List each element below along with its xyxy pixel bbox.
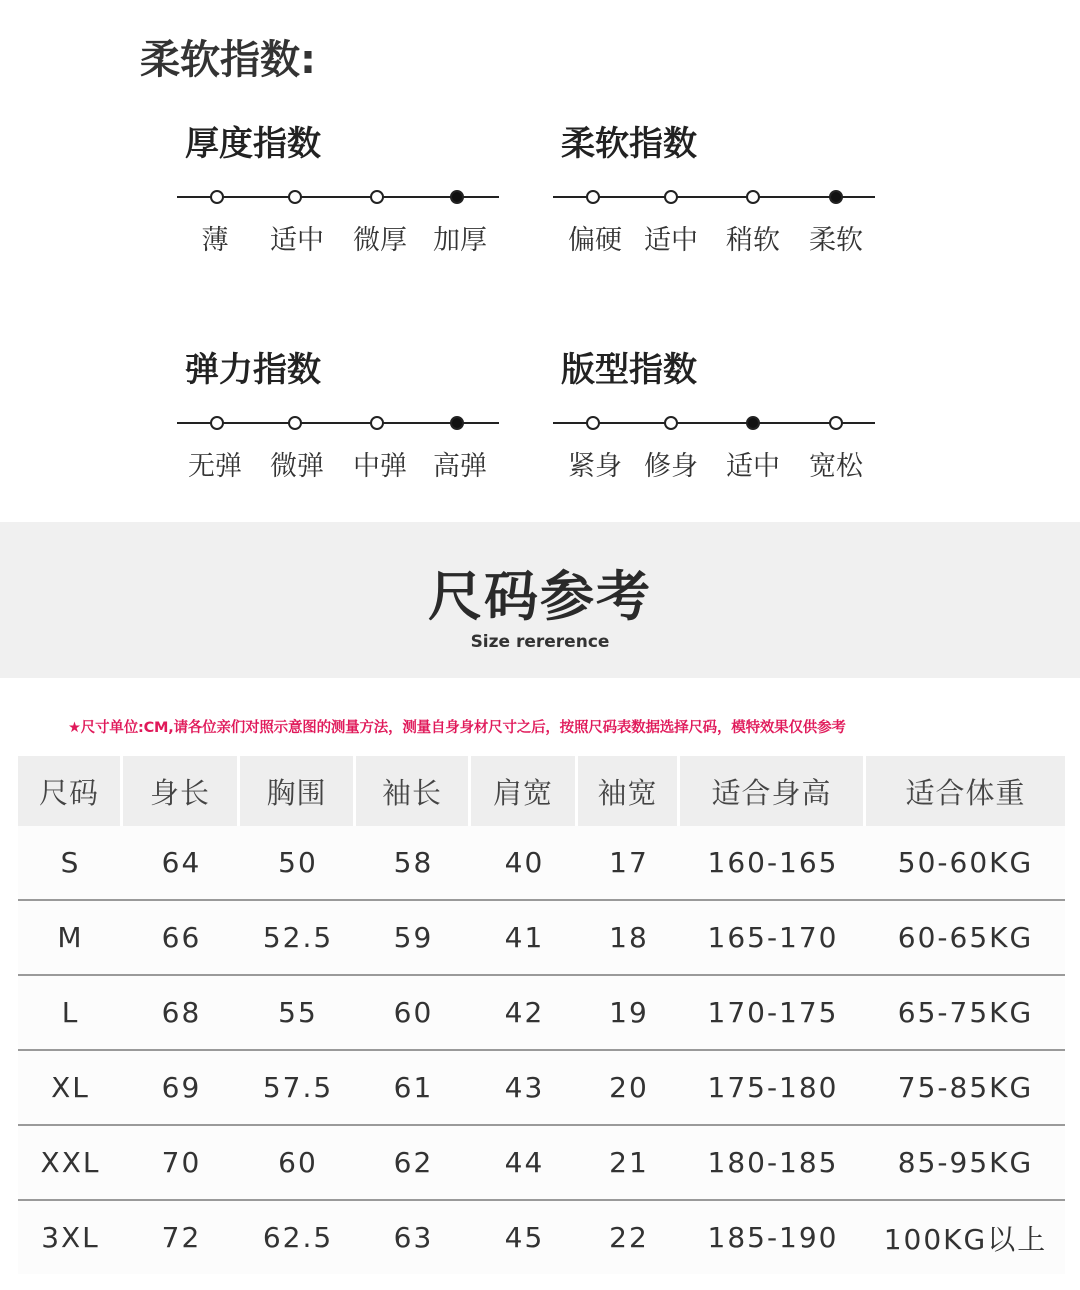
table-cell: 160-165 (707, 846, 839, 879)
scale-option-label: 无弹 (188, 451, 242, 482)
scale-option-label: 宽松 (809, 451, 863, 482)
table-cell: XXL (40, 1146, 101, 1179)
size-note: ★尺寸单位:CM,请各位亲们对照示意图的测量方法，测量自身身材尺寸之后，按照尺码表数据选择尺码，模特效果仅供参考 (68, 720, 846, 736)
size-reference-header (0, 522, 1080, 678)
table-cell: 60-65KG (897, 921, 1034, 954)
scale-option-label: 适中 (644, 225, 698, 256)
table-header-row (18, 756, 1065, 826)
scale-dot-selected (746, 416, 760, 430)
table-cell: 21 (609, 1146, 649, 1179)
scale-dot (586, 190, 600, 204)
table-cell: 165-170 (707, 921, 839, 954)
size-table (18, 756, 1065, 1274)
scale-dot-selected (450, 416, 464, 430)
table-cell: L (61, 996, 80, 1029)
table-cell: 22 (609, 1221, 649, 1254)
table-cell: 3XL (41, 1221, 100, 1254)
table-header-cell: 袖长 (356, 756, 471, 826)
table-cell: 59 (393, 921, 434, 954)
table-cell: 19 (609, 996, 649, 1029)
table-cell: 58 (393, 846, 434, 879)
scale-labels (553, 218, 893, 258)
table-cell: 57.5 (262, 1071, 334, 1104)
size-reference-subtitle: Size rererence (470, 632, 610, 652)
scale-dot (288, 416, 302, 430)
scale-dot (746, 190, 760, 204)
scale-option-label: 适中 (270, 225, 324, 256)
scale-labels (177, 218, 517, 258)
table-row (18, 1051, 1065, 1126)
scale-option-label: 微厚 (353, 225, 407, 256)
scale-option-label: 微弹 (270, 451, 324, 482)
table-cell: 50-60KG (897, 846, 1034, 879)
scale-option-label: 柔软 (809, 225, 863, 256)
table-header-cell: 袖宽 (578, 756, 680, 826)
scale-option-label: 偏硬 (568, 225, 622, 256)
scale-dot (370, 416, 384, 430)
table-header-cell: 尺码 (18, 756, 123, 826)
index-scale (553, 414, 875, 432)
table-cell: M (57, 921, 84, 954)
table-cell: 42 (504, 996, 545, 1029)
table-row (18, 901, 1065, 976)
scale-option-label: 稍软 (726, 225, 780, 256)
size-reference-title: 尺码参考 (428, 565, 652, 628)
table-cell: 65-75KG (897, 996, 1034, 1029)
table-cell: 43 (504, 1071, 545, 1104)
table-cell: 62 (393, 1146, 434, 1179)
scale-line (553, 196, 875, 198)
table-cell: 68 (161, 996, 202, 1029)
scale-line (553, 422, 875, 424)
scale-option-label: 紧身 (568, 451, 622, 482)
scale-option-label: 薄 (201, 225, 229, 256)
table-row (18, 1201, 1065, 1274)
table-row (18, 826, 1065, 901)
scale-dot (664, 416, 678, 430)
scale-labels (177, 444, 517, 484)
table-cell: 60 (393, 996, 434, 1029)
table-cell: 85-95KG (897, 1146, 1034, 1179)
table-cell: 70 (161, 1146, 202, 1179)
table-cell: 50 (278, 846, 318, 879)
table-header-cell: 适合身高 (680, 756, 866, 826)
scale-option-label: 适中 (726, 451, 780, 482)
table-row (18, 1126, 1065, 1201)
table-cell: 18 (609, 921, 649, 954)
table-cell: 63 (393, 1221, 434, 1254)
table-cell: 72 (161, 1221, 202, 1254)
table-cell: 40 (504, 846, 545, 879)
scale-dot (210, 190, 224, 204)
table-cell: 75-85KG (897, 1071, 1034, 1104)
table-cell: 170-175 (707, 996, 839, 1029)
scale-option-label: 加厚 (433, 225, 487, 256)
table-cell: 44 (504, 1146, 545, 1179)
scale-labels (553, 444, 893, 484)
table-cell: 60 (278, 1146, 318, 1179)
table-cell: 180-185 (707, 1146, 839, 1179)
table-row (18, 976, 1065, 1051)
table-cell: 20 (609, 1071, 649, 1104)
table-cell: XL (51, 1071, 90, 1104)
index-name: 柔软指数 (561, 124, 697, 164)
index-scale (177, 414, 499, 432)
table-cell: 69 (161, 1071, 202, 1104)
scale-option-label: 高弹 (433, 451, 487, 482)
scale-dot (370, 190, 384, 204)
scale-dot (829, 416, 843, 430)
table-cell: 66 (161, 921, 202, 954)
scale-dot-selected (450, 190, 464, 204)
scale-option-label: 修身 (644, 451, 698, 482)
scale-dot (210, 416, 224, 430)
table-header-cell: 肩宽 (471, 756, 578, 826)
index-name: 弹力指数 (185, 350, 321, 390)
table-cell: S (60, 846, 81, 879)
table-cell: 41 (504, 921, 545, 954)
page-title: 柔软指数: (140, 37, 316, 83)
scale-dot (664, 190, 678, 204)
scale-dot-selected (829, 190, 843, 204)
index-scale (177, 188, 499, 206)
scale-dot (288, 190, 302, 204)
index-name: 厚度指数 (185, 124, 321, 164)
table-header-cell: 适合体重 (905, 775, 1026, 810)
table-header-cell: 身长 (123, 756, 240, 826)
table-cell: 175-180 (707, 1071, 839, 1104)
table-cell: 17 (609, 846, 649, 879)
table-cell: 100KG以上 (883, 1222, 1048, 1256)
table-cell: 62.5 (262, 1221, 334, 1254)
table-cell: 45 (504, 1221, 545, 1254)
scale-option-label: 中弹 (353, 451, 407, 482)
index-name: 版型指数 (561, 350, 697, 390)
table-cell: 61 (393, 1071, 434, 1104)
table-header-cell: 胸围 (240, 756, 356, 826)
table-cell: 52.5 (262, 921, 334, 954)
table-cell: 185-190 (707, 1221, 839, 1254)
index-scale (553, 188, 875, 206)
table-cell: 64 (161, 846, 202, 879)
scale-dot (586, 416, 600, 430)
table-cell: 55 (278, 996, 318, 1029)
